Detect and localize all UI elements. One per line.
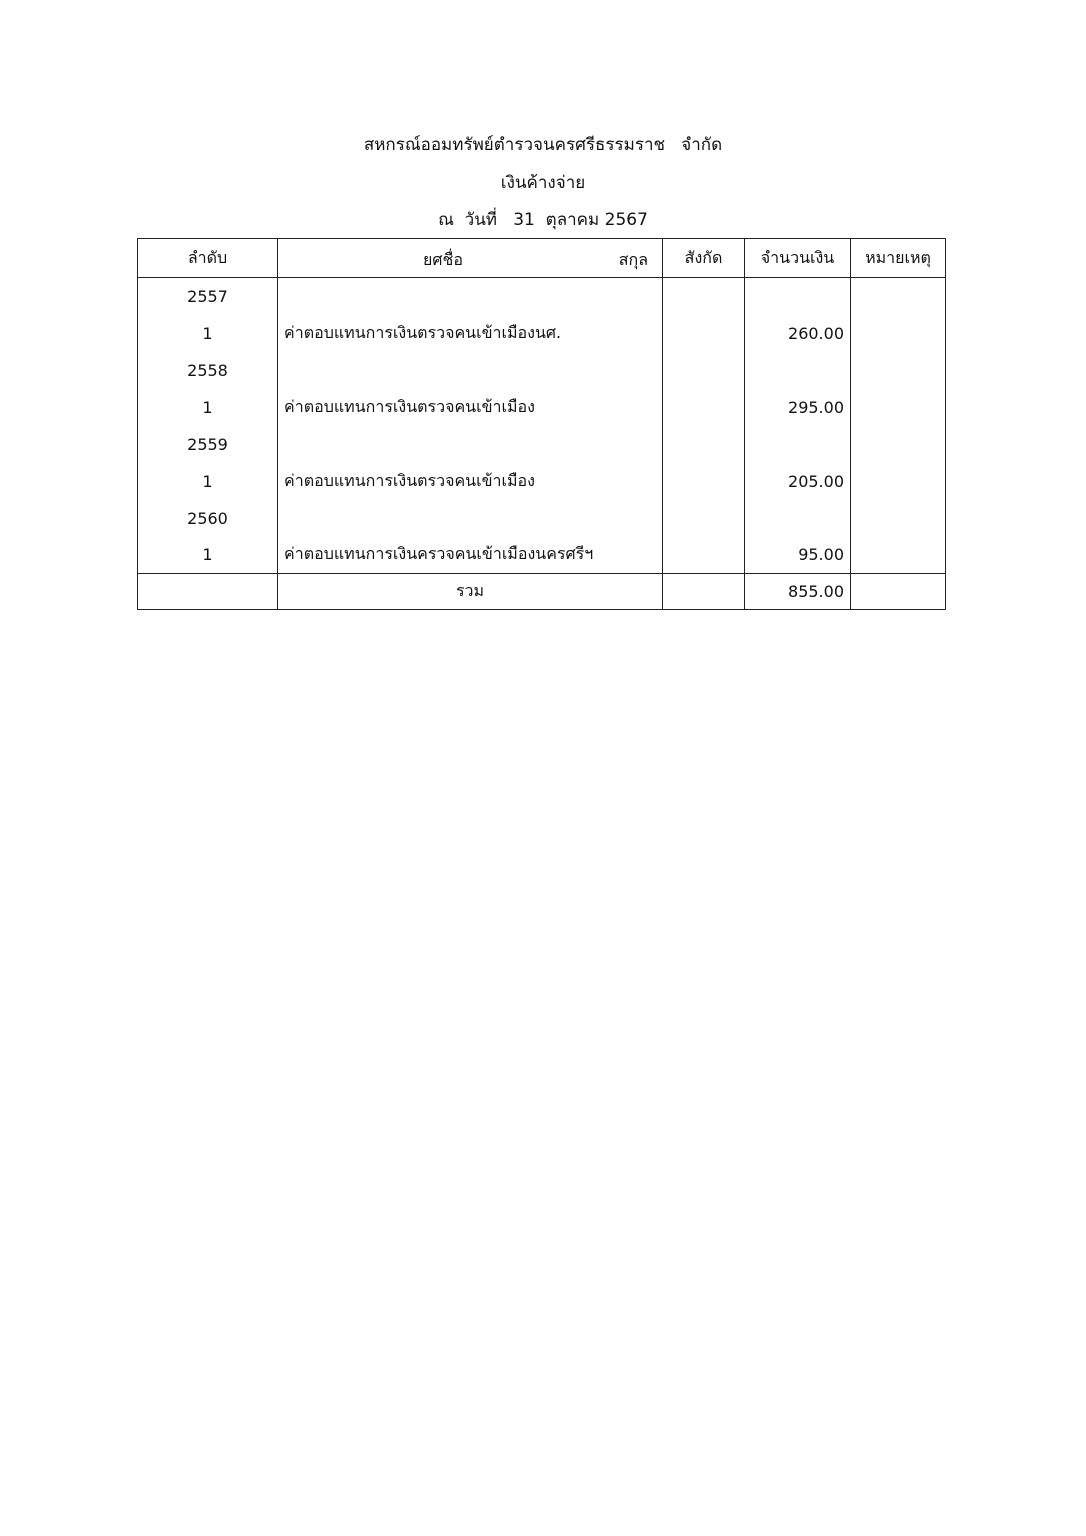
description-cell [278, 352, 663, 389]
table-row [138, 426, 946, 463]
description-cell [278, 500, 663, 537]
unit-cell [663, 426, 745, 463]
seq-cell: 1 [138, 315, 278, 352]
total-unit-cell [663, 574, 745, 610]
total-label: รวม [278, 574, 663, 610]
table-row [138, 315, 946, 352]
unit-cell [663, 352, 745, 389]
amount-cell: 295.00 [745, 389, 851, 426]
remark-cell [851, 278, 946, 315]
seq-cell: 2557 [138, 278, 278, 315]
amount-cell: 260.00 [745, 315, 851, 352]
table-row [138, 278, 946, 315]
seq-cell: 2559 [138, 426, 278, 463]
unit-cell [663, 389, 745, 426]
remark-cell [851, 389, 946, 426]
amount-cell: 95.00 [745, 537, 851, 574]
description-cell [278, 278, 663, 315]
column-header-amount: จำนวนเงิน [745, 239, 851, 278]
description-cell: ค่าตอบแทนการเงินตรวจคนเข้าเมืองนศ. [278, 315, 663, 352]
amount-cell [745, 500, 851, 537]
amount-cell: 205.00 [745, 463, 851, 500]
remark-cell [851, 352, 946, 389]
unit-cell [663, 315, 745, 352]
table-row [138, 463, 946, 500]
column-header-remark: หมายเหตุ [851, 239, 946, 278]
seq-cell: 1 [138, 389, 278, 426]
unit-cell [663, 537, 745, 574]
column-header-seq: ลำดับ [138, 239, 278, 278]
remark-cell [851, 315, 946, 352]
seq-cell: 2560 [138, 500, 278, 537]
column-header-rank-name: ยศชื่อ [423, 250, 463, 269]
total-row [138, 574, 946, 610]
seq-cell: 1 [138, 537, 278, 574]
outstanding-payments-table [137, 238, 946, 610]
remark-cell [851, 463, 946, 500]
table-row [138, 537, 946, 574]
column-header-name [278, 239, 663, 278]
unit-cell [663, 278, 745, 315]
remark-cell [851, 500, 946, 537]
amount-cell [745, 278, 851, 315]
table-row [138, 500, 946, 537]
as-of-date: ณ วันที่ 31 ตุลาคม 2567 [438, 210, 648, 230]
table-body [138, 278, 946, 574]
unit-cell [663, 463, 745, 500]
seq-cell: 1 [138, 463, 278, 500]
total-remark-cell [851, 574, 946, 610]
seq-cell: 2558 [138, 352, 278, 389]
amount-cell [745, 352, 851, 389]
header-row [138, 239, 946, 278]
table-row [138, 352, 946, 389]
amount-cell [745, 426, 851, 463]
total-seq-cell [138, 574, 278, 610]
column-header-surname: สกุล [618, 250, 648, 269]
document-title: เงินค้างจ่าย [500, 173, 586, 193]
column-header-unit: สังกัด [663, 239, 745, 278]
total-amount: 855.00 [745, 574, 851, 610]
table-row [138, 389, 946, 426]
remark-cell [851, 426, 946, 463]
description-cell: ค่าตอบแทนการเงินตรวจคนเข้าเมือง [278, 389, 663, 426]
description-cell [278, 426, 663, 463]
organization-name: สหกรณ์ออมทรัพย์ตำรวจนครศรีธรรมราช จำกัด [363, 135, 723, 155]
unit-cell [663, 500, 745, 537]
description-cell: ค่าตอบแทนการเงินตรวจคนเข้าเมือง [278, 463, 663, 500]
description-cell: ค่าตอบแทนการเงินครวจคนเข้าเมืองนครศรีฯ [278, 537, 663, 574]
remark-cell [851, 537, 946, 574]
